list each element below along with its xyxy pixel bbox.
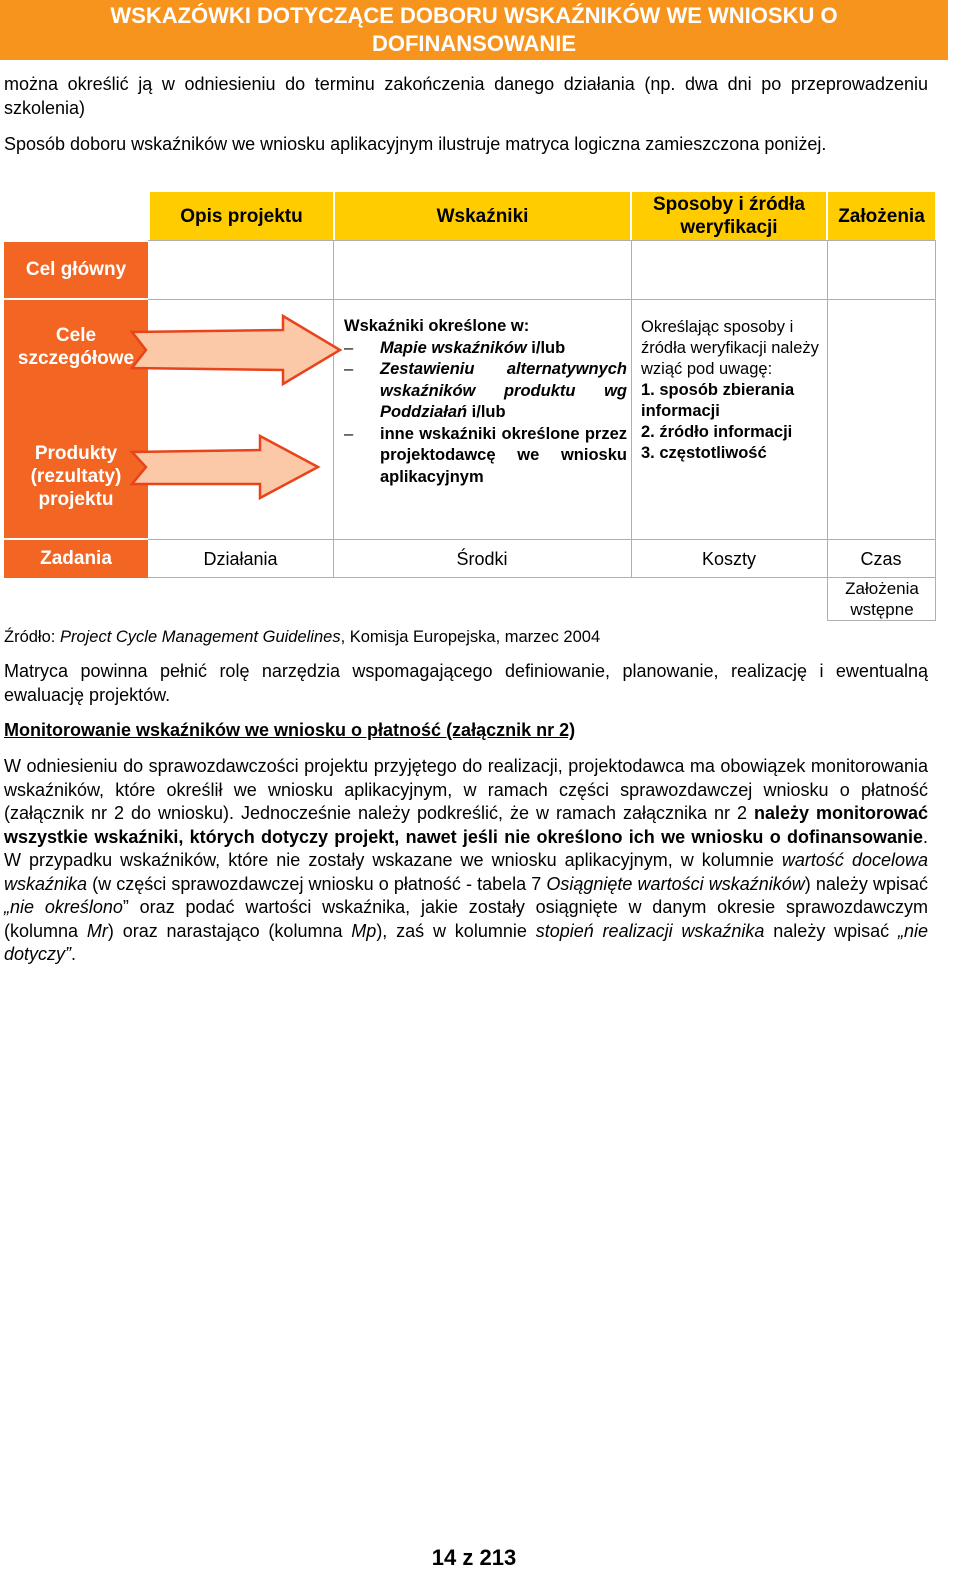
col-header-assumptions: Założenia xyxy=(828,192,935,240)
bottom-cell-costs: Koszty xyxy=(701,549,757,569)
header-line-1: WSKAZÓWKI DOTYCZĄCE DOBORU WSKAŹNIKÓW WE WNIOSKU O xyxy=(110,3,838,28)
col-header-indicators: Wskaźniki xyxy=(335,192,630,240)
sources-intro: Określając sposoby i źródła weryfikacji należy wziąć pod uwagę: xyxy=(641,318,819,378)
matrix-purpose-paragraph: Matryca powinna pełnić rolę narzędzia wspomagającego definiowanie, planowanie, realizację i ewentualną ewaluację projektów. xyxy=(4,661,928,705)
bottom-cell-actions: Działania xyxy=(203,549,278,569)
initial-assumptions-cell: Założenia wstępne xyxy=(845,579,919,619)
arrow-products-icon xyxy=(132,436,318,498)
indicators-item-2: – Zestawieniu alternatywnych wskaźników produktu wg Poddziałań i/lub xyxy=(344,360,627,421)
grid-line xyxy=(935,240,936,621)
arrow-specific-goals-icon xyxy=(132,316,340,384)
grid-line xyxy=(148,299,936,300)
indicators-description xyxy=(344,316,627,488)
indicators-item-3: – inne wskaźniki określone przez projektodawcę we wniosku aplikacyjnym xyxy=(344,424,627,486)
grid-line xyxy=(828,620,936,621)
dash-bullet: – xyxy=(344,338,354,357)
section-heading: Monitorowanie wskaźników we wniosku o płatność (załącznik nr 2) xyxy=(4,720,576,740)
source-note: Źródło: Project Cycle Management Guidelines, Komisja Europejska, marzec 2004 xyxy=(4,628,601,646)
bottom-cell-time: Czas xyxy=(860,549,902,569)
sources-item-2: 2. źródło informacji xyxy=(641,423,793,441)
indicators-item-1: – Mapie wskaźników i/lub xyxy=(344,338,627,360)
header-line-2: DOFINANSOWANIE xyxy=(371,31,577,56)
page-number: 14 z 213 xyxy=(431,1545,517,1570)
sources-item-1: 1. sposób zbierania informacji xyxy=(641,381,795,420)
grid-line xyxy=(148,240,936,241)
bottom-cell-means: Środki xyxy=(456,549,508,569)
monitoring-body-paragraph: W odniesieniu do sprawozdawczości projektu przyjętego do realizacji, projektodawca ma obowiązek monitorowania wskaźników, które określił we wniosku aplikacyjnym, w ramach części sprawozdawczej wniosku o płatność (załącznik nr 2 do wniosku). Jednocześnie należy podkreślić, że w ramach załącznika nr 2 należy monitorować wszystkie wskaźniki, których dotyczy projekt, nawet jeśli nie określono ich we wniosku o dofinansowanie. W przypadku wskaźników, które nie zostały wskazane we wniosku aplikacyjnym, w kolumnie wartość docelowa wskaźnika (w części sprawozdawczej wniosku o płatność - tabela 7 Osiągnięte wartości wskaźników) należy wpisać „nie określono” oraz podać wartości wskaźnika, jakie zostały osiągnięte w danym okresie sprawozdawczym (kolumna Mr) oraz narastająco (kolumna Mp), zaś w kolumnie stopień realizacji wskaźnika należy wpisać „nie dotyczy”. xyxy=(4,756,929,964)
page-header xyxy=(0,0,948,60)
dash-bullet: – xyxy=(344,424,354,443)
col-header-verification-sources: Sposoby i źródła weryfikacji xyxy=(632,192,826,240)
intro-paragraph-1: można określić ją w odniesieniu do terminu zakończenia danego działania (np. dwa dni po przeprowadzeniu szkolenia) xyxy=(4,74,928,118)
row-label-products: Produkty (rezultaty) projektu xyxy=(4,402,148,538)
col-header-project-description: Opis projektu xyxy=(150,192,333,240)
sources-item-3: 3. częstotliwość xyxy=(641,444,767,462)
dash-bullet: – xyxy=(344,360,354,378)
row-label-tasks: Zadania xyxy=(4,540,148,578)
indicators-intro: Wskaźniki określone w: xyxy=(344,317,530,335)
intro-paragraph-2: Sposób doboru wskaźników we wniosku aplikacyjnym ilustruje matryca logiczna zamieszczona poniżej. xyxy=(4,134,827,154)
row-label-main-goal: Cel główny xyxy=(4,242,148,298)
row-label-specific-goals: Cele szczegółowe xyxy=(4,300,148,402)
verification-sources-description xyxy=(641,317,823,464)
grid-line xyxy=(631,240,632,578)
arrow-graphics xyxy=(128,312,348,502)
